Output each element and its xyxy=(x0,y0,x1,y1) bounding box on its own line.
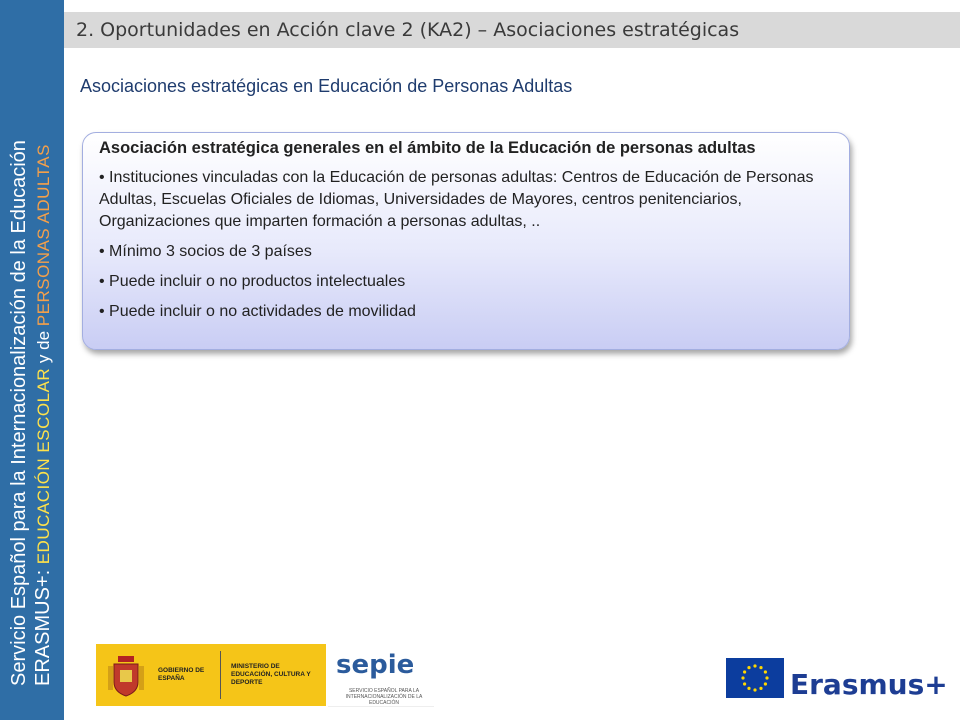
coat-of-arms-icon xyxy=(104,652,148,698)
sidebar-line1: Servicio Español para la Internacionalización de la Educación xyxy=(8,140,30,686)
sidebar xyxy=(0,0,64,720)
logo-divider xyxy=(220,651,221,699)
sepie-wordmark: sepie xyxy=(336,650,415,680)
government-logo xyxy=(96,644,326,706)
bullet-item: • Instituciones vinculadas con la Educación de personas adultas: Centros de Educación de Personas Adultas, Escuelas Oficiales de Idiomas, Universidades de Mayores, centros penitenciarios, Organizaciones que imparten formación a personas adultas, .. xyxy=(99,169,814,230)
sidebar-y-label: y de xyxy=(34,326,53,368)
bullet-item: • Mínimo 3 socios de 3 países xyxy=(99,243,312,260)
ministry-label: MINISTERIO DE EDUCACIÓN, CULTURA Y DEPORTE xyxy=(231,663,311,686)
bullet-item: • Puede incluir o no actividades de movilidad xyxy=(99,303,416,320)
sepie-logo xyxy=(328,644,434,707)
erasmus-logo-text: Erasmus+ xyxy=(790,668,948,701)
sidebar-line2 xyxy=(32,20,55,686)
info-box-title: Asociación estratégica generales en el ámbito de la Educación de personas adultas xyxy=(99,139,756,157)
info-box xyxy=(82,132,850,350)
sidebar-text xyxy=(0,20,55,720)
gov-label: GOBIERNO DE ESPAÑA xyxy=(158,667,205,682)
eu-flag-icon xyxy=(726,658,784,698)
sidebar-escolar-label: EDUCACIÓN ESCOLAR xyxy=(34,367,53,565)
page-title: 2. Oportunidades en Acción clave 2 (KA2) – Asociaciones estratégicas xyxy=(76,19,740,41)
sidebar-erasmus-label: ERASMUS+: xyxy=(32,564,54,686)
header-bar xyxy=(64,12,960,48)
sidebar-adultas-label: PERSONAS ADULTAS xyxy=(34,144,53,327)
bullet-item: • Puede incluir o no productos intelectuales xyxy=(99,273,406,290)
section-subtitle: Asociaciones estratégicas en Educación de Personas Adultas xyxy=(80,76,573,96)
sepie-subtitle: SERVICIO ESPAÑOL PARA LA INTERNACIONALIZACIÓN DE LA EDUCACIÓN xyxy=(345,688,423,706)
